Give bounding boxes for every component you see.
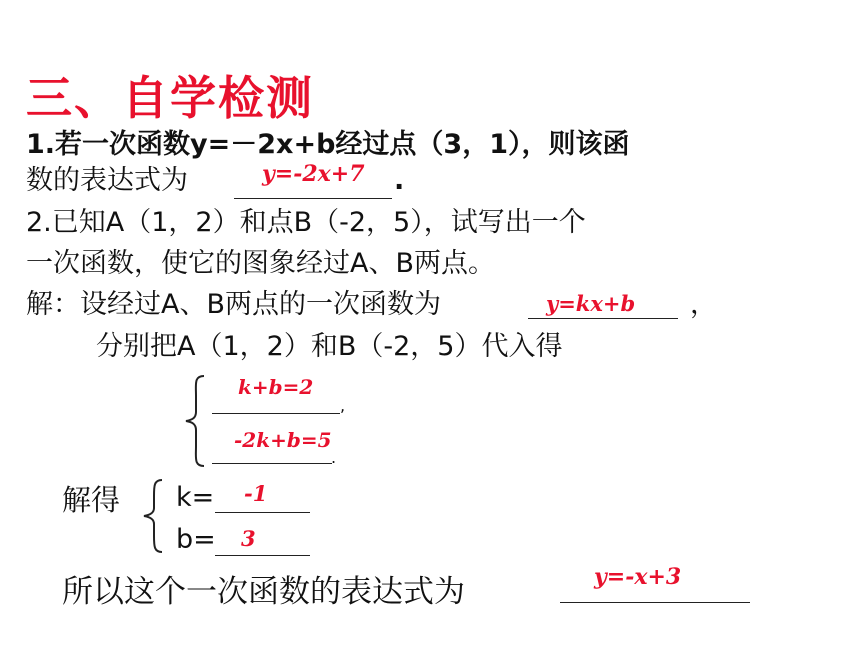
equation-2-blank <box>212 463 332 464</box>
solution-form-blank <box>528 318 678 319</box>
equation-1-blank <box>212 413 340 414</box>
conclusion-text: 所以这个一次函数的表达式为 <box>62 574 465 610</box>
q1-line2-suffix: . <box>394 165 405 196</box>
equation-1-punct: , <box>340 396 346 415</box>
q1-line1: 1.若一次函数y=－2x+b经过点（3，1），则该函 <box>26 129 630 160</box>
q2-line1: 2.已知A（1，2）和点B（-2，5），试写出一个 <box>26 207 586 238</box>
q1-line2-prefix: 数的表达式为 <box>26 165 188 196</box>
equation-1: k+b=2 <box>238 375 314 399</box>
q2-line2: 一次函数，使它的图象经过A、B两点。 <box>26 248 495 279</box>
system-brace <box>180 372 210 470</box>
b-label: b= <box>176 524 216 555</box>
conclusion-answer: y=-x+3 <box>594 564 682 590</box>
k-label: k= <box>176 482 215 513</box>
result-brace <box>138 476 168 556</box>
solve-label: 解得 <box>62 483 121 517</box>
solution-line1: 解：设经过A、B两点的一次函数为 <box>26 289 441 320</box>
conclusion-blank <box>560 602 750 603</box>
k-value: -1 <box>244 481 268 506</box>
section-title: 三、自学检测 <box>26 71 314 125</box>
solution-form-answer: y=kx+b <box>546 291 636 316</box>
equation-2-punct: . <box>331 448 337 467</box>
q1-answer: y=-2x+7 <box>262 161 365 187</box>
solution-line1-suffix: ， <box>690 289 717 320</box>
b-blank <box>215 555 310 556</box>
equation-2: -2k+b=5 <box>234 428 332 452</box>
k-blank <box>215 512 310 513</box>
solution-line2: 分别把A（1，2）和B（-2，5）代入得 <box>96 331 563 362</box>
b-value: 3 <box>241 526 256 551</box>
q1-answer-blank <box>234 198 392 199</box>
